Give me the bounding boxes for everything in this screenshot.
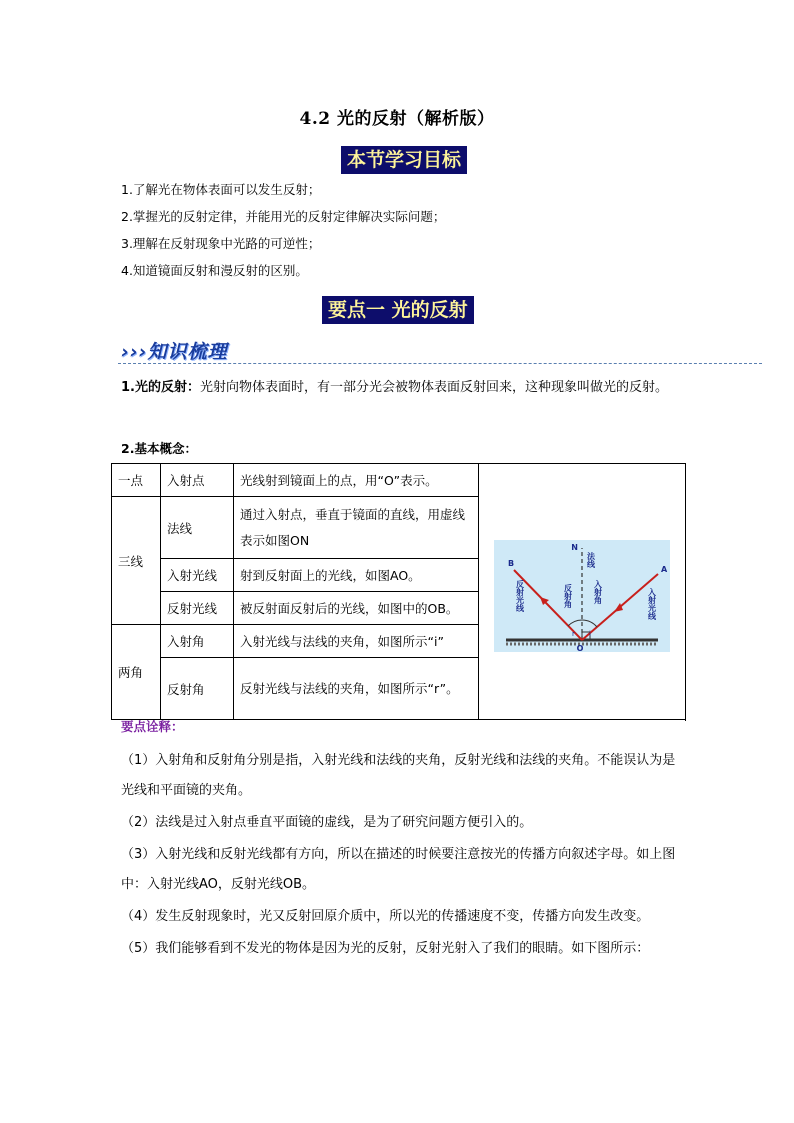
definition-text: 光射向物体表面时，有一部分光会被物体表面反射回来，这种现象叫做光的反射。	[199, 380, 668, 395]
definition-label: 1.光的反射：	[121, 380, 200, 395]
table-cell: 被反射面反射后的光线，如图中的OB。	[234, 592, 479, 625]
table-cell: 入射点	[161, 464, 234, 497]
normal-vertical-label: 法线	[586, 551, 596, 568]
label-O: O	[576, 643, 584, 652]
label-A: A	[661, 564, 668, 574]
notes-title: 要点诠释：	[121, 719, 184, 734]
label-r: r	[572, 629, 575, 638]
table-cell: 射到反射面上的光线，如图AO。	[234, 559, 479, 592]
diagram-cell	[479, 464, 686, 720]
note-item: （5）我们能够看到不发光的物体是因为光的反射，反射光射入了我们的眼睛。如下图所示：	[121, 941, 650, 956]
goal-item: 4.知道镜面反射和漫反射的区别。	[121, 263, 308, 278]
table-cell: 光线射到镜面上的点，用“O”表示。	[234, 464, 479, 497]
concepts-heading: 2.基本概念：	[121, 441, 197, 456]
table-cell: 入射角	[161, 625, 234, 658]
page-title: 4.2 光的反射（解析版）	[299, 109, 495, 129]
point1-banner: 要点一 光的反射	[322, 296, 474, 324]
note-item: （4）发生反射现象时，光又反射回原介质中，所以光的传播速度不变，传播方向发生改变。	[121, 909, 650, 924]
goals-banner: 本节学习目标	[341, 146, 467, 174]
label-i: i	[589, 629, 591, 638]
goal-item: 1.了解光在物体表面可以发生反射；	[121, 182, 321, 197]
reflected-ray-vertical-label: 反射光线	[515, 579, 525, 612]
table-cell: 反射光线	[161, 592, 234, 625]
knowledge-header-label: 知识梳理	[147, 341, 228, 363]
note-item: （3）入射光线和反射光线都有方向，所以在描述的时候要注意按光的传播方向叙述字母。如上图中：入射光线AO，反射光线OB。	[121, 847, 676, 892]
table-cell: 三线	[112, 497, 161, 625]
goal-item: 2.掌握光的反射定律，并能用光的反射定律解决实际问题；	[121, 209, 446, 224]
triple-arrow-icon: ›››	[121, 341, 148, 363]
note-item: （2）法线是过入射点垂直平面镜的虚线，是为了研究问题方便引入的。	[121, 815, 533, 830]
table-cell: 入射光线	[161, 559, 234, 592]
table-cell: 两角	[112, 625, 161, 720]
table-cell: 反射角	[161, 658, 234, 720]
incident-angle-vertical-label: 入射角	[593, 579, 603, 604]
reflection-diagram	[494, 540, 670, 652]
concepts-table	[111, 463, 686, 720]
table-cell: 一点	[112, 464, 161, 497]
table-cell: 通过入射点，垂直于镜面的直线，用虚线表示如图ON	[234, 497, 479, 559]
table-cell: 反射光线与法线的夹角，如图所示“r”。	[234, 658, 479, 720]
note-item: （1）入射角和反射角分别是指，入射光线和法线的夹角，反射光线和法线的夹角。不能误认为是光线和平面镜的夹角。	[121, 753, 676, 798]
knowledge-header	[121, 337, 228, 364]
table-cell: 法线	[161, 497, 234, 559]
table-cell: 入射光线与法线的夹角，如图所示“i”	[234, 625, 479, 658]
label-B: B	[508, 558, 515, 568]
incident-ray-vertical-label: 入射光线	[647, 587, 657, 620]
definition-paragraph	[121, 375, 681, 400]
goal-item: 3.理解在反射现象中光路的可逆性；	[121, 236, 321, 251]
reflected-angle-vertical-label: 反射角	[563, 583, 573, 608]
label-N: N	[571, 542, 578, 552]
